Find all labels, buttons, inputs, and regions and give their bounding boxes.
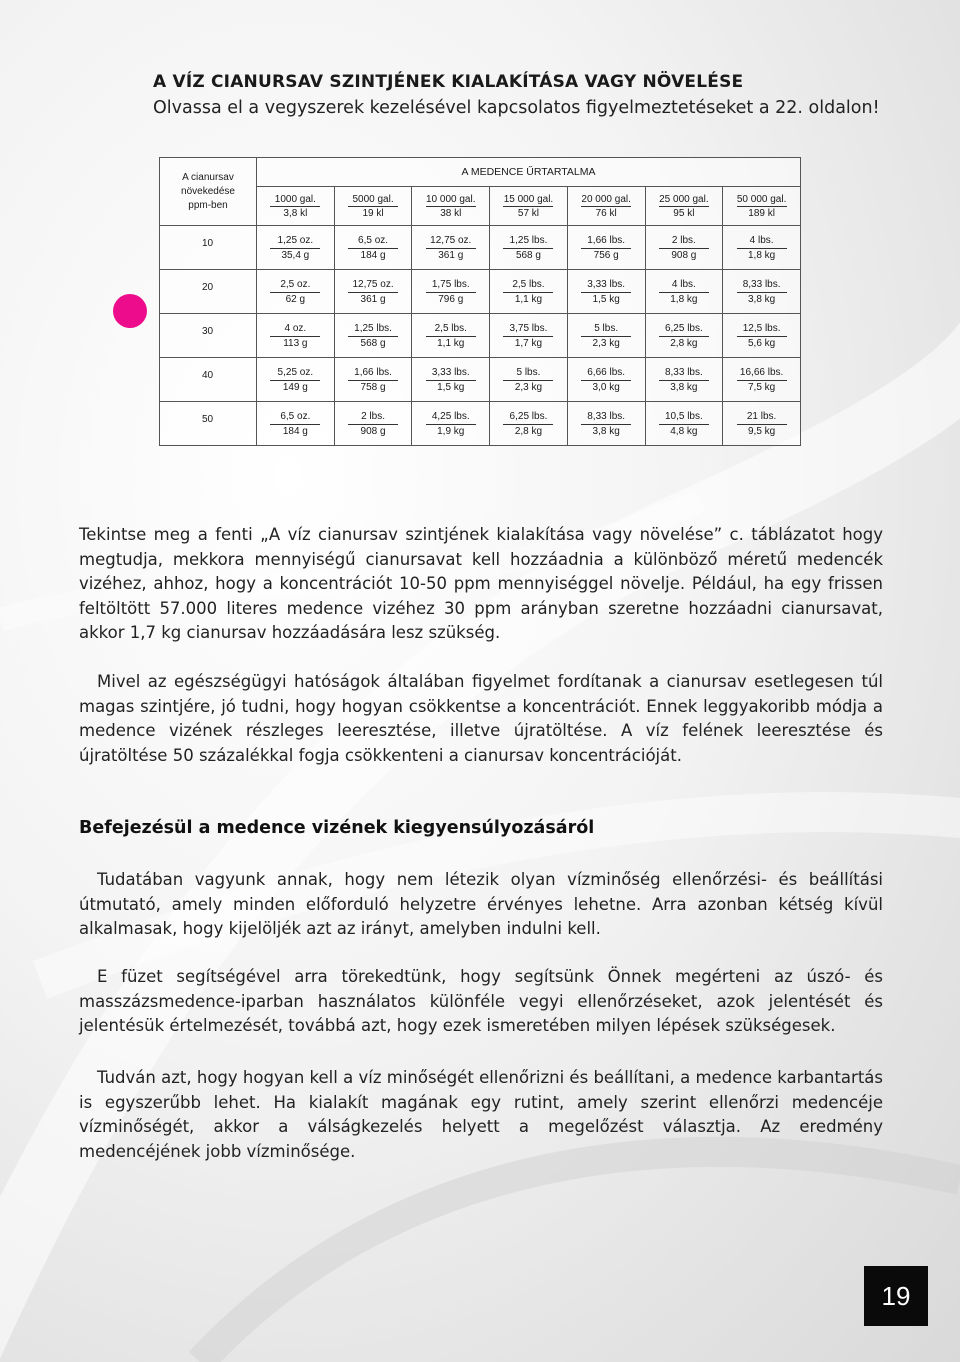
dose-us-units: 12,75 oz. <box>348 278 398 293</box>
dose-metric-units: 35,4 g <box>281 250 310 261</box>
paragraph-booklet-purpose: E füzet segítségével arra törekedtünk, hogy segítsünk Önnek megérteni az úszó- és masszázsmedence-iparban használatos különféle vegyi ellenőrzéseket, azok jelentését és jelentésük értelmezését, továbbá azt, hogy ezek ismeretében milyen lépések szükségesek. <box>79 967 883 1035</box>
dose-us-units: 10,5 lbs. <box>659 410 709 425</box>
dose-cell <box>334 226 412 270</box>
pool-size-gallons: 15 000 gal. <box>503 193 554 205</box>
paragraph-maintenance: Tudván azt, hogy hogyan kell a víz minőségét ellenőrizni és beállítani, a medence karbantartás is egyszerűbb lehet. Ha kialakít magának egy rutint, amely szerint ellenőrzi medencéje vízminőségét, akkor a válságkezelés helyett a megelőzést választja. Az eredmény medencéjének jobb vízminősége. <box>79 1068 883 1161</box>
dose-us-units: 4,25 lbs. <box>426 410 476 425</box>
pool-size-header <box>257 187 335 226</box>
dose-metric-units: 796 g <box>438 294 464 305</box>
dose-us-units: 21 lbs. <box>737 410 787 425</box>
dose-cell <box>490 314 568 358</box>
dose-cell <box>412 358 490 402</box>
dose-metric-units: 1,1 kg <box>437 338 465 349</box>
dose-us-units: 5 lbs. <box>581 322 631 337</box>
pool-size-header <box>567 187 645 226</box>
dose-us-units: 4 lbs. <box>659 278 709 293</box>
table-row <box>160 314 801 358</box>
pool-volume-header: A MEDENCE ŰRTARTALMA <box>257 158 801 187</box>
dose-us-units: 2,5 lbs. <box>503 278 553 293</box>
dose-cell <box>723 226 801 270</box>
dose-metric-units: 908 g <box>671 250 697 261</box>
dose-us-units: 1,66 lbs. <box>581 234 631 249</box>
pool-size-gallons: 25 000 gal. <box>659 193 709 205</box>
dose-cell <box>567 314 645 358</box>
pool-size-kiloliters: 38 kl <box>440 207 462 219</box>
dose-us-units: 3,33 lbs. <box>426 366 476 381</box>
pool-size-kiloliters: 76 kl <box>595 207 617 219</box>
dose-cell <box>723 358 801 402</box>
dose-cell <box>490 402 568 446</box>
dose-metric-units: 361 g <box>438 250 464 261</box>
page-number: 19 <box>864 1266 928 1326</box>
pool-size-header <box>723 187 801 226</box>
dose-metric-units: 1,7 kg <box>514 338 543 349</box>
dose-cell <box>257 226 335 270</box>
dose-metric-units: 1,5 kg <box>437 382 465 393</box>
row-header-line: A cianursav <box>182 171 234 183</box>
dose-metric-units: 3,0 kg <box>592 382 620 393</box>
dose-us-units: 6,5 oz. <box>348 234 398 249</box>
dose-cell <box>334 314 412 358</box>
dose-us-units: 6,25 lbs. <box>659 322 709 337</box>
dose-us-units: 5 lbs. <box>503 366 553 381</box>
table-row <box>160 226 801 270</box>
dose-us-units: 1,25 lbs. <box>503 234 553 249</box>
row-header-line: növekedése <box>181 185 235 197</box>
dose-metric-units: 908 g <box>360 426 386 437</box>
dose-us-units: 6,25 lbs. <box>503 410 553 425</box>
paragraph-reduce-concentration: Mivel az egészségügyi hatóságok általában figyelmet fordítanak a cianursav esetlegesen túl magas szintjére, jó tudni, hogy hogyan csökkentse a koncentrációt. Ennek leggyakoribb módja a medence vizének részleges leeresztése, illetve újratöltése. A víz felének leeresztése és újratöltése 50 százalékkal fogja csökkenteni a cianursav koncentrációját. <box>79 672 883 765</box>
pool-size-gallons: 20 000 gal. <box>581 193 631 205</box>
dose-cell <box>257 358 335 402</box>
dose-metric-units: 184 g <box>360 250 386 261</box>
dose-cell <box>334 358 412 402</box>
pool-size-kiloliters: 189 kl <box>748 207 775 219</box>
dose-cell <box>412 402 490 446</box>
dose-cell <box>490 270 568 314</box>
dose-cell <box>490 358 568 402</box>
dose-cell <box>645 358 723 402</box>
dose-us-units: 3,33 lbs. <box>581 278 631 293</box>
dose-metric-units: 5,6 kg <box>747 338 776 349</box>
dose-us-units: 8,33 lbs. <box>581 410 631 425</box>
dose-cell <box>723 270 801 314</box>
dose-us-units: 2,5 oz. <box>270 278 320 293</box>
table-row <box>160 402 801 446</box>
dose-cell <box>257 270 335 314</box>
dose-us-units: 1,25 lbs. <box>348 322 398 337</box>
pool-size-gallons: 5000 gal. <box>348 193 398 207</box>
row-header-cell <box>160 158 257 226</box>
dose-cell <box>334 402 412 446</box>
dose-metric-units: 2,3 kg <box>592 338 620 349</box>
dose-cell <box>257 402 335 446</box>
dose-metric-units: 361 g <box>360 294 386 305</box>
ppm-increase-value: 20 <box>160 270 257 314</box>
pool-size-gallons: 50 000 gal. <box>736 193 787 205</box>
dose-metric-units: 4,8 kg <box>670 426 698 437</box>
section-heading: Befejezésül a medence vizének kiegyensúlyozásáról <box>79 818 595 838</box>
dose-us-units: 4 lbs. <box>737 234 787 249</box>
dose-cell <box>567 226 645 270</box>
dose-us-units: 2,5 lbs. <box>426 322 476 337</box>
dose-us-units: 6,5 oz. <box>270 410 320 425</box>
dose-metric-units: 1,9 kg <box>437 426 465 437</box>
dose-cell <box>645 270 723 314</box>
dose-metric-units: 1,8 kg <box>747 250 776 261</box>
dose-metric-units: 149 g <box>282 382 308 393</box>
dose-cell <box>567 358 645 402</box>
dose-us-units: 1,66 lbs. <box>348 366 398 381</box>
dose-cell <box>490 226 568 270</box>
page-subtitle: Olvassa el a vegyszerek kezelésével kapcsolatos figyelmeztetéseket a 22. oldalon! <box>153 98 880 118</box>
ppm-increase-value: 10 <box>160 226 257 270</box>
dose-cell <box>412 226 490 270</box>
dose-us-units: 5,25 oz. <box>270 366 320 381</box>
pool-size-kiloliters: 19 kl <box>362 207 384 219</box>
dose-us-units: 12,5 lbs. <box>737 322 787 337</box>
dose-metric-units: 2,3 kg <box>514 382 543 393</box>
pool-size-kiloliters: 95 kl <box>673 207 695 219</box>
dose-cell <box>645 314 723 358</box>
dose-us-units: 12,75 oz. <box>426 234 476 249</box>
dose-metric-units: 62 g <box>285 294 306 305</box>
dose-metric-units: 568 g <box>360 338 386 349</box>
paragraph-table-explanation: Tekintse meg a fenti „A víz cianursav szintjének kialakítása vagy növelése” c. táblázatot hogy megtudja, mekkora mennyiségű cianursavat kell hozzáadnia a különböző méretű medencék vizéhez, ahhoz, hogy a koncentrációt 10-50 ppm mennyiséggel növelje. Például, ha egy frissen feltöltött 57.000 literes medence vizéhez 30 ppm arányban szeretne hozzáadni cianursavat, akkor 1,7 kg cianursav hozzáadására lesz szükség. <box>79 525 883 642</box>
ppm-increase-value: 30 <box>160 314 257 358</box>
pool-size-gallons: 1000 gal. <box>270 193 320 207</box>
dose-metric-units: 568 g <box>515 250 541 261</box>
row-header-line: ppm-ben <box>188 199 228 211</box>
dose-us-units: 3,75 lbs. <box>503 322 553 337</box>
pool-size-kiloliters: 57 kl <box>517 207 540 219</box>
dose-metric-units: 1,5 kg <box>592 294 620 305</box>
dose-metric-units: 9,5 kg <box>747 426 776 437</box>
dose-cell <box>645 226 723 270</box>
dose-us-units: 4 oz. <box>270 322 320 337</box>
dose-metric-units: 2,8 kg <box>670 338 698 349</box>
dose-metric-units: 2,8 kg <box>514 426 543 437</box>
dose-metric-units: 184 g <box>282 426 308 437</box>
pool-size-header <box>490 187 568 226</box>
dose-us-units: 8,33 lbs. <box>737 278 787 293</box>
dose-cell <box>567 270 645 314</box>
dose-cell <box>412 270 490 314</box>
table-row <box>160 270 801 314</box>
dose-metric-units: 3,8 kg <box>670 382 698 393</box>
dose-us-units: 8,33 lbs. <box>659 366 709 381</box>
dose-cell <box>257 314 335 358</box>
page-title: A VÍZ CIANURSAV SZINTJÉNEK KIALAKÍTÁSA VAGY NÖVELÉSE <box>153 72 744 92</box>
ppm-increase-value: 50 <box>160 402 257 446</box>
dose-cell <box>645 402 723 446</box>
dose-us-units: 2 lbs. <box>659 234 709 249</box>
dose-cell <box>567 402 645 446</box>
dose-cell <box>723 314 801 358</box>
ppm-increase-value: 40 <box>160 358 257 402</box>
dose-us-units: 1,25 oz. <box>270 234 320 249</box>
dose-metric-units: 1,8 kg <box>670 294 698 305</box>
dose-metric-units: 3,8 kg <box>747 294 776 305</box>
dose-metric-units: 113 g <box>283 338 308 349</box>
pool-size-header <box>645 187 723 226</box>
pool-size-kiloliters: 3,8 kl <box>283 207 308 219</box>
paragraph-guidance: Tudatában vagyunk annak, hogy nem létezik olyan vízminőség ellenőrzési- és beállítási útmutató, amely minden előforduló helyzetre érvényes lehetne. Arra azonban kétség kívül alkalmasak, hogy kijelöljék azt az irányt, amelyben indulni kell. <box>79 870 883 938</box>
dose-us-units: 2 lbs. <box>348 410 398 425</box>
pool-size-header <box>412 187 490 226</box>
cyanuric-acid-table <box>159 157 801 446</box>
dose-metric-units: 1,1 kg <box>514 294 543 305</box>
accent-dot <box>113 294 147 328</box>
dose-metric-units: 758 g <box>360 382 386 393</box>
dose-cell <box>412 314 490 358</box>
dose-us-units: 1,75 lbs. <box>426 278 476 293</box>
table-row <box>160 358 801 402</box>
dose-metric-units: 7,5 kg <box>747 382 776 393</box>
pool-size-header <box>334 187 412 226</box>
dose-cell <box>723 402 801 446</box>
pool-size-gallons: 10 000 gal. <box>426 193 476 205</box>
dose-metric-units: 756 g <box>593 250 619 261</box>
dose-us-units: 6,66 lbs. <box>581 366 631 381</box>
dose-metric-units: 3,8 kg <box>592 426 620 437</box>
dose-us-units: 16,66 lbs. <box>737 366 787 381</box>
dose-cell <box>334 270 412 314</box>
